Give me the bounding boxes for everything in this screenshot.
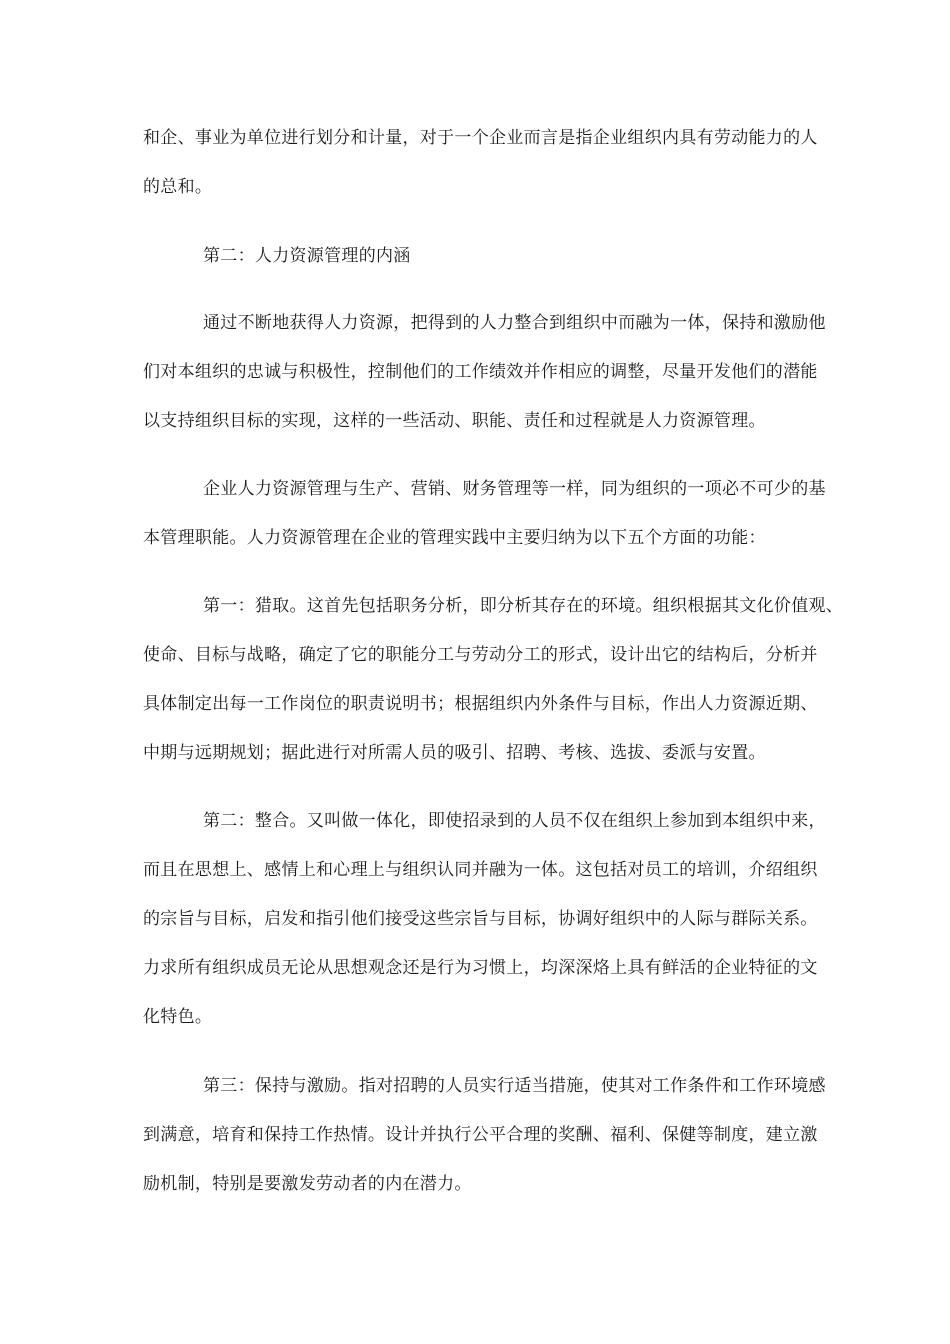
paragraph-line: 而且在思想上、感情上和心理上与组织认同并融为一体。这包括对员工的培训，介绍组织	[143, 860, 818, 880]
paragraph-line: 励机制，特别是要激发劳动者的内在潜力。	[143, 1174, 472, 1194]
section-heading: 第二：人力资源管理的内涵	[203, 246, 411, 266]
paragraph-line: 的总和。	[143, 177, 213, 197]
paragraph-line: 以支持组织目标的实现，这样的一些活动、职能、责任和过程就是人力资源管理。	[143, 411, 766, 431]
paragraph-line: 第三：保持与激励。指对招聘的人员实行适当措施，使其对工作条件和工作环境感	[203, 1076, 826, 1096]
paragraph-line: 企业人力资源管理与生产、营销、财务管理等一样，同为组织的一项必不可少的基	[203, 479, 826, 499]
paragraph-line: 和企、事业为单位进行划分和计量，对于一个企业而言是指企业组织内具有劳动能力的人	[143, 128, 818, 148]
paragraph-line: 们对本组织的忠诚与积极性，控制他们的工作绩效并作相应的调整，尽量开发他们的潜能	[143, 362, 818, 382]
paragraph-line: 到满意，培育和保持工作热情。设计并执行公平合理的奖酬、福利、保健等制度，建立激	[143, 1125, 818, 1145]
paragraph-line: 具体制定出每一工作岗位的职责说明书；根据组织内外条件与目标，作出人力资源近期、	[143, 694, 818, 714]
paragraph-line: 力求所有组织成员无论从思想观念还是行为习惯上，均深深烙上具有鲜活的企业特征的文	[143, 958, 818, 978]
paragraph-line: 第二：整合。又叫做一体化，即使招录到的人员不仅在组织上参加到本组织中来，	[203, 811, 826, 831]
paragraph-line: 本管理职能。人力资源管理在企业的管理实践中主要归纳为以下五个方面的功能：	[143, 528, 766, 548]
paragraph-line: 第一：猎取。这首先包括职务分析，即分析其存在的环境。组织根据其文化价值观、	[203, 596, 844, 616]
paragraph-line: 化特色。	[143, 1007, 213, 1027]
paragraph-line: 中期与远期规划；据此进行对所需人员的吸引、招聘、考核、选拔、委派与安置。	[143, 743, 766, 763]
paragraph-line: 通过不断地获得人力资源，把得到的人力整合到组织中而融为一体，保持和激励他	[203, 313, 826, 333]
paragraph-line: 的宗旨与目标，启发和指引他们接受这些宗旨与目标，协调好组织中的人际与群际关系。	[143, 909, 818, 929]
paragraph-line: 使命、目标与战略，确定了它的职能分工与劳动分工的形式，设计出它的结构后，分析并	[143, 645, 818, 665]
